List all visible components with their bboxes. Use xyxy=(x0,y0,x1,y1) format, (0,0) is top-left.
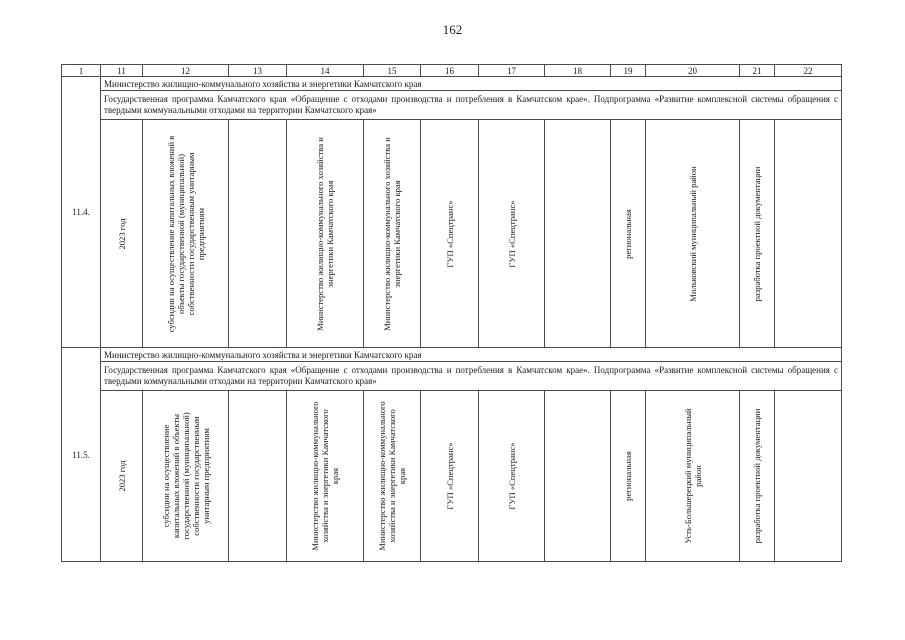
row-number: 11.5. xyxy=(62,348,101,562)
table-row xyxy=(62,120,842,348)
column-header: 12 xyxy=(143,65,229,77)
column-header: 21 xyxy=(740,65,775,77)
empty-cell xyxy=(545,391,611,562)
column-header: 15 xyxy=(364,65,421,77)
ministry-name: Министерство жилищно-коммунального хозяйства и энергетики Камчатского края xyxy=(101,348,842,362)
recipient-cell: ГУП «Спецтранс» xyxy=(479,391,545,562)
row-number: 11.4. xyxy=(62,77,101,348)
customer-cell: Министерство жилищно-коммунального хозяйства и энергетики Камчатского края xyxy=(287,120,364,348)
empty-cell xyxy=(229,120,287,348)
column-header: 14 xyxy=(287,65,364,77)
column-header: 16 xyxy=(421,65,479,77)
program-name: Государственная программа Камчатского края «Обращение с отходами производства и потребления в Камчатском крае». Подпрограмма «Развитие комплексной системы обращения с твердыми коммунальными отходами на территории Камчатского края» xyxy=(101,362,842,391)
ministry-row xyxy=(62,348,842,362)
stage-cell: разработка проектной документации xyxy=(740,120,775,348)
table-row xyxy=(62,391,842,562)
subsidy-cell: субсидии на осуществление капитальных вложений в объекты государственной (муниципальной) собственности государственным унитарным предприятиям xyxy=(143,120,229,348)
empty-cell xyxy=(775,391,842,562)
column-header: 19 xyxy=(611,65,646,77)
developer-cell: ГУП «Спецтранс» xyxy=(421,391,479,562)
district-cell: Мильковский муниципальный район xyxy=(646,120,740,348)
ministry-name: Министерство жилищно-коммунального хозяйства и энергетики Камчатского края xyxy=(101,77,842,91)
empty-cell xyxy=(545,120,611,348)
recipient-cell: ГУП «Спецтранс» xyxy=(479,120,545,348)
column-header: 11 xyxy=(101,65,143,77)
empty-cell xyxy=(775,120,842,348)
year-cell: 2023 год xyxy=(101,120,143,348)
developer-cell: ГУП «Спецтранс» xyxy=(421,120,479,348)
program-row xyxy=(62,362,842,391)
program-row xyxy=(62,91,842,120)
column-header: 18 xyxy=(545,65,611,77)
administrator-cell: Министерство жилищно-коммунального хозяйства и энергетики Камчатского края xyxy=(364,120,421,348)
customer-cell: Министерство жилищно-коммунального хозяйства и энергетики Камчатского края xyxy=(287,391,364,562)
empty-cell xyxy=(229,391,287,562)
administrator-cell: Министерство жилищно-коммунального хозяйства и энергетики Камчатского края xyxy=(364,391,421,562)
column-number-row xyxy=(62,65,842,77)
stage-cell: разработка проектной документации xyxy=(740,391,775,562)
column-header: 1 xyxy=(62,65,101,77)
plan-table xyxy=(61,64,842,562)
column-header: 17 xyxy=(479,65,545,77)
ownership-cell: региональная xyxy=(611,391,646,562)
ministry-row xyxy=(62,77,842,91)
page-number: 162 xyxy=(442,22,463,37)
district-cell: Усть-Большерецкий муниципальный район xyxy=(646,391,740,562)
ownership-cell: региональная xyxy=(611,120,646,348)
column-header: 22 xyxy=(775,65,842,77)
year-cell: 2023 год xyxy=(101,391,143,562)
program-name: Государственная программа Камчатского края «Обращение с отходами производства и потребления в Камчатском крае». Подпрограмма «Развитие комплексной системы обращения с твердыми коммунальными отходами на территории Камчатского края» xyxy=(101,91,842,120)
column-header: 20 xyxy=(646,65,740,77)
column-header: 13 xyxy=(229,65,287,77)
subsidy-cell: субсидии на осуществление капитальных вложений в объекты государственной (муниципальной) собственности государственным унитарным предприятиям xyxy=(143,391,229,562)
